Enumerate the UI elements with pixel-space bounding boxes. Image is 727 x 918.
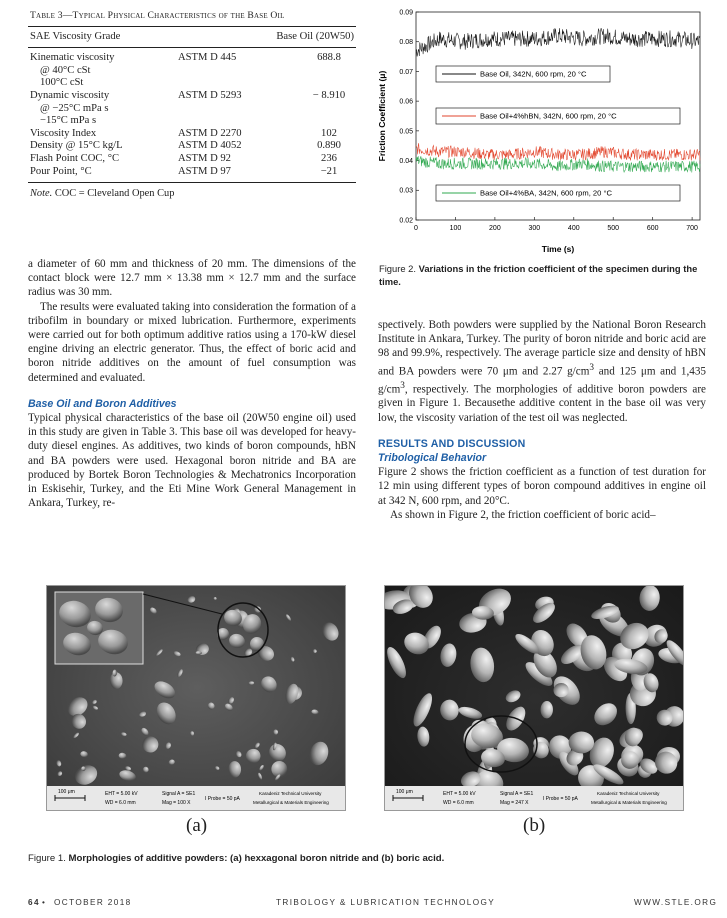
cell-value: 688.8 xyxy=(317,52,341,64)
right-column xyxy=(378,318,706,522)
table-row xyxy=(28,115,356,128)
footer-journal: TRIBOLOGY & LUBRICATION TECHNOLOGY xyxy=(276,898,496,907)
table-row xyxy=(28,90,356,103)
friction-chart xyxy=(376,4,706,259)
sem-a-label: (a) xyxy=(186,815,208,836)
svg-text:WD = 6.0 mm: WD = 6.0 mm xyxy=(443,800,474,806)
y-tick-label: 0.09 xyxy=(399,9,413,17)
x-tick-label: 400 xyxy=(567,225,580,232)
svg-text:EHT = 5.00 kV: EHT = 5.00 kV xyxy=(443,791,476,797)
table-row xyxy=(28,140,356,153)
y-tick-label: 0.07 xyxy=(399,68,413,76)
paragraph: Figure 2 shows the friction coefficient as a function of test duration for 12 min using different types of boron compound additives in engine oil at 342 N, 600 rpm, and 20°C. xyxy=(378,466,706,507)
cell-property: Dynamic viscosity xyxy=(30,90,110,102)
table-row xyxy=(28,52,356,65)
svg-text:I Probe = 50 pA: I Probe = 50 pA xyxy=(543,796,578,802)
particle xyxy=(569,731,595,753)
table-row xyxy=(28,77,356,90)
sem-b-label: (b) xyxy=(523,815,546,836)
sem-image-ba xyxy=(384,585,684,811)
cell-method: ASTM D 2270 xyxy=(178,127,242,139)
sem-image-hbn xyxy=(46,585,346,811)
x-tick-label: 0 xyxy=(414,225,418,232)
cell-value: −21 xyxy=(320,165,338,177)
cell-property: @ −25°C mPa s xyxy=(40,102,109,114)
cell-method: ASTM D 97 xyxy=(178,165,231,177)
left-column xyxy=(28,257,356,510)
svg-text:100 μm: 100 μm xyxy=(58,789,75,795)
figure-2-caption: Figure 2. Variations in the friction coefficient of the specimen during the time. xyxy=(379,263,698,287)
particle xyxy=(190,731,194,736)
paragraph: As shown in Figure 2, the friction coefficient of boric acid– xyxy=(390,508,656,521)
cell-property: Pour Point, °C xyxy=(30,165,92,177)
cell-method: ASTM D 445 xyxy=(178,52,237,64)
cell-property: −15°C mPa s xyxy=(40,115,97,127)
y-tick-label: 0.02 xyxy=(399,217,413,225)
table-row xyxy=(28,128,356,141)
y-axis-label: Friction Coefficient (μ) xyxy=(377,70,387,162)
legend-label: Base Oil, 342N, 600 rpm, 20 °C xyxy=(480,69,587,79)
x-tick-label: 700 xyxy=(686,225,698,232)
cell-value: 0.890 xyxy=(317,140,341,152)
y-tick-label: 0.06 xyxy=(399,98,413,106)
svg-text:I Probe = 50 pA: I Probe = 50 pA xyxy=(205,796,240,802)
x-tick-label: 600 xyxy=(646,225,659,232)
table-header xyxy=(28,27,356,48)
page-number: 64 xyxy=(28,898,40,907)
footer-site: WWW.STLE.ORG xyxy=(634,898,718,907)
svg-text:WD = 6.0 mm: WD = 6.0 mm xyxy=(105,800,136,806)
cell-property: Kinematic viscosity xyxy=(30,52,115,64)
section-heading: Base Oil and Boron Additives xyxy=(28,397,177,410)
table-3 xyxy=(28,10,356,200)
table-body xyxy=(28,48,356,183)
x-tick-label: 100 xyxy=(449,225,462,232)
cell-method: ASTM D 5293 xyxy=(178,90,242,102)
cell-value: − 8.910 xyxy=(312,90,346,102)
figure-1-caption: Figure 1. Morphologies of additive powders: (a) hexxagonal boron nitride and (b) boric acid. xyxy=(28,853,445,864)
cell-property: Flash Point COC, °C xyxy=(30,153,120,165)
svg-text:Metallurgical & Materials Engi: Metallurgical & Materials Engineering xyxy=(253,800,329,805)
legend-label: Base Oil+4%BA, 342N, 600 rpm, 20 °C xyxy=(480,188,612,198)
y-tick-label: 0.05 xyxy=(399,128,413,136)
y-tick-label: 0.08 xyxy=(399,39,413,47)
svg-text:Mag = 100 X: Mag = 100 X xyxy=(162,800,191,806)
table-caption: Table 3—Typical Physical Characteristics of the Base Oil xyxy=(28,10,356,27)
cell-property: @ 40°C cSt xyxy=(40,64,91,76)
cell-method: ASTM D 92 xyxy=(178,153,231,165)
footer-date: OCTOBER 2018 xyxy=(54,898,132,907)
cell-property: 100°C cSt xyxy=(40,77,84,89)
cell-property: Viscosity Index xyxy=(30,127,97,139)
table-row xyxy=(28,165,356,178)
svg-text:Karadeniz Technical University: Karadeniz Technical University xyxy=(259,791,322,796)
cell-property: Density @ 15°C kg/L xyxy=(30,140,123,152)
paragraph: Typical physical characteristics of the base oil (20W50 engine oil) used in this study are given in Table 3. This base oil was developed for heavy-duty diesel engines. As additives, two kinds of boron compounds, hBN and BA powders were used. Hexagonal boron nitride and BA are produced by Bortek Boron Technologies & Mechatronics Incorporation in Eskisehir, Turkey, and the Eti Mine Work General Management in Ankara, Turkey, re- xyxy=(28,412,356,510)
paragraph: spectively. Both powders were supplied by the National Boron Research Institute in Ankara, Turkey. The purity of boron nitride and boric acid are 98 and 99.9%, respectively. The average particle size and density of hBN and BA powders were 70 μm and 2.27 $g/cm^3$ and 125 μm and 1,435 $g/cm^3$, respectively. The morphologies of additive boron powders are given in Figure 1. Becausethe additive content in the base oil was very low, the viscosity variation of the test oil was neglected. xyxy=(378,319,706,424)
cell-value: 236 xyxy=(321,153,337,165)
header-base-oil: Base Oil (20W50) xyxy=(276,31,354,42)
svg-text:Karadeniz Technical University: Karadeniz Technical University xyxy=(597,791,660,796)
table-row xyxy=(28,102,356,115)
svg-text:Signal A = SE1: Signal A = SE1 xyxy=(162,791,196,797)
x-tick-label: 300 xyxy=(528,225,541,232)
svg-text:EHT = 5.00 kV: EHT = 5.00 kV xyxy=(105,791,138,797)
x-tick-label: 200 xyxy=(489,225,501,232)
x-axis-label: Time (s) xyxy=(541,244,575,254)
cell-method: ASTM D 4052 xyxy=(178,140,242,152)
svg-text:Metallurgical & Materials Engi: Metallurgical & Materials Engineering xyxy=(591,800,667,805)
x-tick-label: 500 xyxy=(607,225,620,232)
y-tick-label: 0.03 xyxy=(399,187,413,195)
header-grade: SAE Viscosity Grade xyxy=(30,31,121,42)
svg-text:Signal A = SE1: Signal A = SE1 xyxy=(500,791,534,797)
table-note: Note. COC = Cleveland Open Cup xyxy=(30,187,175,199)
paragraph: The results were evaluated taking into consideration the formation of a tribofilm in boundary or mixed lubrication. Furthermore, experiments were carried out for both optimum additive ratios using a 170-kW diesel engine driving an electric generator. Thus, the effect of boric acid and boron nitride additives on the amount of fuel consumption was determined and evaluated. xyxy=(28,300,356,384)
subsection-heading: Tribological Behavior xyxy=(378,452,487,465)
y-tick-label: 0.04 xyxy=(399,157,413,165)
paragraph: a diameter of 60 mm and thickness of 20 mm. The dimensions of the contact block were 12.7 mm × 13.38 mm × 12.7 mm and the surface radius was 30 mm. xyxy=(28,258,356,299)
section-heading: RESULTS AND DISCUSSION xyxy=(378,437,526,450)
svg-text:100 μm: 100 μm xyxy=(396,789,413,795)
legend-label: Base Oil+4%hBN, 342N, 600 rpm, 20 °C xyxy=(480,111,617,121)
table-row xyxy=(28,153,356,166)
footer-separator: • xyxy=(42,898,47,907)
svg-text:Mag = 247 X: Mag = 247 X xyxy=(500,800,529,806)
table-row xyxy=(28,65,356,78)
cell-value: 102 xyxy=(321,127,337,139)
